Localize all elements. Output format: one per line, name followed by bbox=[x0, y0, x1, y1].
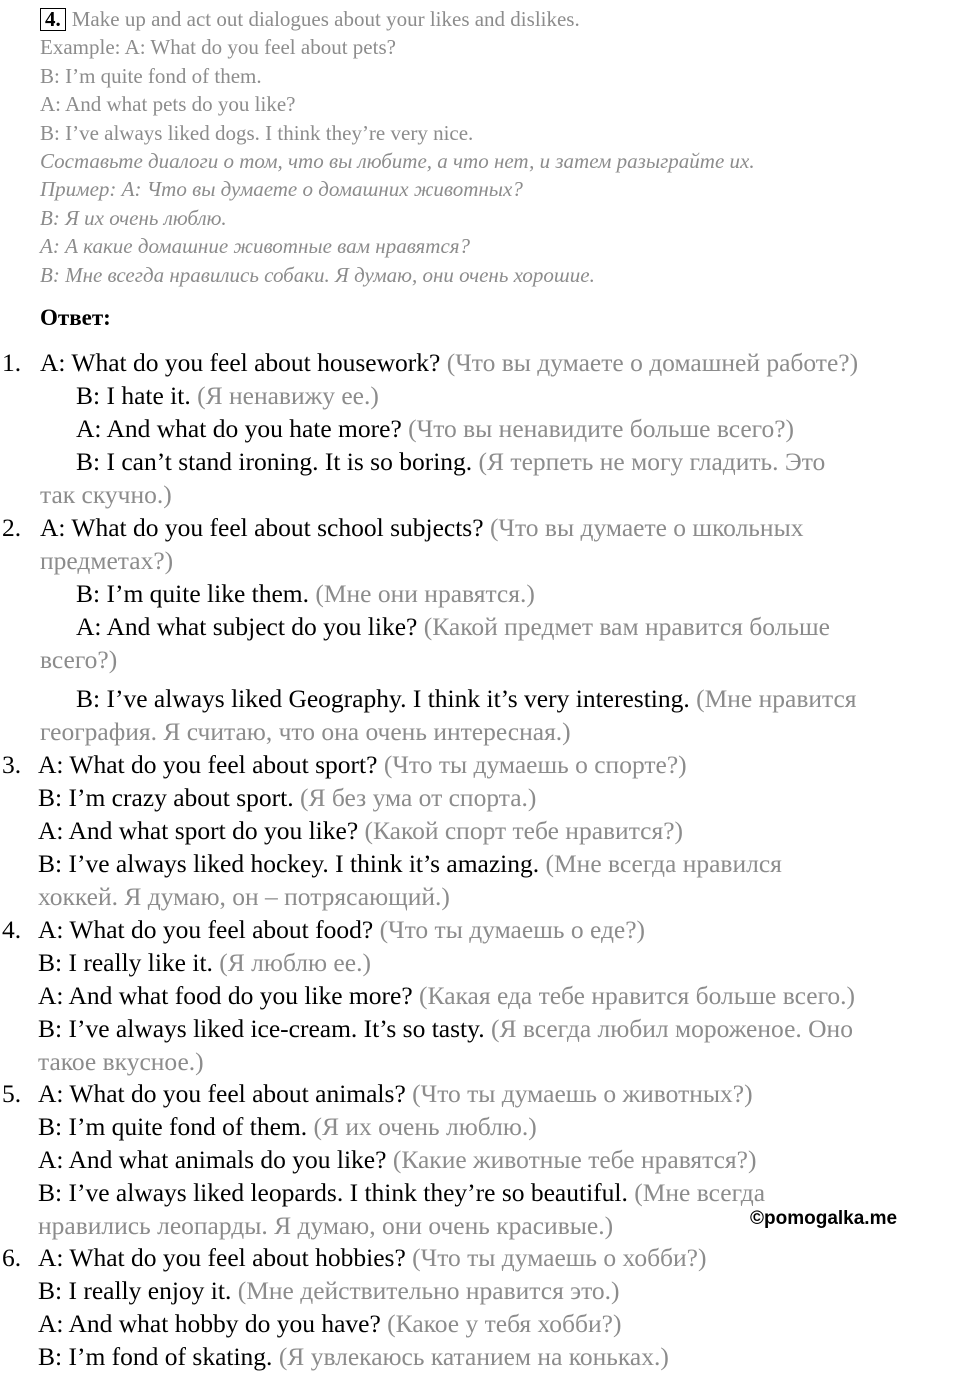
dialogue-line bbox=[0, 511, 960, 544]
dialogue-line bbox=[0, 748, 960, 781]
dialogue-line bbox=[0, 1241, 960, 1274]
dialogue-translation-text: (Какой спорт тебе нравится?) bbox=[364, 816, 684, 845]
dialogue-line bbox=[0, 1110, 960, 1143]
dialogue-translation-text: (Какие животные тебе нравятся?) bbox=[392, 1145, 757, 1174]
dialogue-translation-text: (Какой предмет вам нравится больше bbox=[423, 612, 830, 641]
example-en-line: Example: A: What do you feel about pets? bbox=[40, 35, 396, 60]
dialogue-line bbox=[0, 346, 960, 379]
dialogue-translation-continuation: география. Я считаю, что она очень интересная.) bbox=[40, 717, 571, 746]
dialogue-number: 1. bbox=[2, 348, 22, 377]
dialogue-english-text: A: What do you feel about hobbies? bbox=[38, 1243, 406, 1272]
dialogue-english-text: A: And what hobby do you have? bbox=[38, 1309, 381, 1338]
dialogue-translation-text: (Мне действительно нравится это.) bbox=[237, 1276, 620, 1305]
dialogue-translation-text: (Мне нравится bbox=[696, 684, 857, 713]
dialogue-line bbox=[0, 682, 960, 715]
dialogue-english-text: B: I’m fond of skating. bbox=[38, 1342, 273, 1371]
dialogue-number: 2. bbox=[2, 513, 22, 542]
dialogue-english-text: A: And what subject do you like? bbox=[76, 612, 418, 641]
dialogue-line bbox=[0, 913, 960, 946]
dialogue-line bbox=[0, 1307, 960, 1340]
dialogue-english-text: A: What do you feel about sport? bbox=[38, 750, 378, 779]
dialogue-line bbox=[0, 781, 960, 814]
dialogue-line bbox=[0, 1340, 960, 1373]
dialogue-line bbox=[0, 1176, 960, 1209]
dialogue-line bbox=[0, 946, 960, 979]
dialogue-translation-continuation: нравились леопарды. Я думаю, они очень красивые.) bbox=[38, 1211, 614, 1240]
dialogue-english-text: B: I’ve always liked Geography. I think it’s very interesting. bbox=[76, 684, 690, 713]
dialogue-number: 3. bbox=[2, 750, 22, 779]
dialogue-line bbox=[0, 412, 960, 445]
dialogue-item bbox=[0, 346, 960, 511]
dialogue-translation-text: (Что ты думаешь о хобби?) bbox=[412, 1243, 707, 1272]
dialogue-translation-text: (Мне всегда нравился bbox=[545, 849, 782, 878]
dialogue-translation-text: (Я без ума от спорта.) bbox=[300, 783, 537, 812]
dialogue-english-text: A: And what animals do you like? bbox=[38, 1145, 387, 1174]
dialogue-translation-text: (Какая еда тебе нравится больше всего.) bbox=[419, 981, 856, 1010]
dialogue-translation-continuation: предметах?) bbox=[40, 546, 174, 575]
task-instruction-en: Make up and act out dialogues about your likes and dislikes. bbox=[71, 7, 580, 31]
example-ru-line: А: А какие домашние животные вам нравятся? bbox=[40, 234, 471, 259]
dialogue-translation-text: (Я люблю ее.) bbox=[219, 948, 371, 977]
dialogue-english-text: A: And what do you hate more? bbox=[76, 414, 402, 443]
dialogue-translation-text: (Что ты думаешь о еде?) bbox=[379, 915, 646, 944]
dialogue-english-text: B: I hate it. bbox=[76, 381, 191, 410]
dialogue-english-text: B: I’ve always liked leopards. I think they’re so beautiful. bbox=[38, 1178, 628, 1207]
dialogue-translation-text: (Я терпеть не могу гладить. Это bbox=[478, 447, 826, 476]
dialogue-line bbox=[0, 1012, 960, 1045]
dialogue-line bbox=[0, 445, 960, 478]
example-en-line: B: I’m quite fond of them. bbox=[40, 63, 262, 88]
example-ru-line: В: Я их очень люблю. bbox=[40, 205, 227, 230]
dialogue-english-text: B: I really like it. bbox=[38, 948, 213, 977]
dialogue-translation-text: (Я ненавижу ее.) bbox=[197, 381, 379, 410]
watermark: ©pomogalka.me bbox=[750, 1208, 898, 1229]
dialogue-english-text: B: I’m quite fond of them. bbox=[38, 1112, 308, 1141]
dialogue-number: 6. bbox=[2, 1243, 22, 1272]
task-instruction-en-line bbox=[40, 5, 940, 33]
dialogue-translation-text: (Мне они нравятся.) bbox=[315, 579, 535, 608]
dialogue-english-text: A: What do you feel about food? bbox=[38, 915, 374, 944]
dialogue-english-text: B: I really enjoy it. bbox=[38, 1276, 232, 1305]
answer-label: Ответ: bbox=[40, 305, 111, 330]
dialogue-english-text: B: I’ve always liked hockey. I think it’s amazing. bbox=[38, 849, 540, 878]
dialogue-item bbox=[0, 1241, 960, 1373]
dialogue-english-text: B: I can’t stand ironing. It is so boring. bbox=[76, 447, 473, 476]
dialogue-line bbox=[0, 1143, 960, 1176]
dialogue-item bbox=[0, 511, 960, 748]
dialogue-english-text: A: What do you feel about animals? bbox=[38, 1079, 406, 1108]
example-en-line: B: I’ve always liked dogs. I think they’re very nice. bbox=[40, 120, 474, 145]
dialogue-translation-text: (Я всегда любил мороженое. Оно bbox=[490, 1014, 853, 1043]
dialogue-translation-continuation: так скучно.) bbox=[40, 480, 172, 509]
dialogue-translation-text: (Я увлекаюсь катанием на коньках.) bbox=[278, 1342, 669, 1371]
dialogue-translation-continuation: такое вкусное.) bbox=[38, 1047, 204, 1076]
dialogue-translation-text: (Что вы думаете о школьных bbox=[489, 513, 804, 542]
dialogue-line bbox=[0, 814, 960, 847]
task-number: 4. bbox=[40, 8, 66, 31]
dialogue-translation-text: (Что вы ненавидите больше всего?) bbox=[408, 414, 795, 443]
dialogue-translation-text: (Что ты думаешь о животных?) bbox=[412, 1079, 753, 1108]
dialogue-line bbox=[0, 610, 960, 643]
example-en-line: A: And what pets do you like? bbox=[40, 92, 296, 117]
dialogue-line bbox=[0, 577, 960, 610]
example-ru-line: Пример: А: Что вы думаете о домашних животных? bbox=[40, 177, 523, 202]
dialogue-line bbox=[0, 979, 960, 1012]
dialogue-translation-text: (Я их очень люблю.) bbox=[313, 1112, 537, 1141]
dialogue-english-text: A: What do you feel about housework? bbox=[40, 348, 441, 377]
dialogue-number: 4. bbox=[2, 915, 22, 944]
dialogue-english-text: A: And what food do you like more? bbox=[38, 981, 413, 1010]
dialogue-item bbox=[0, 913, 960, 1078]
example-ru-line: В: Мне всегда нравились собаки. Я думаю, они очень хорошие. bbox=[40, 262, 595, 287]
dialogue-english-text: B: I’m crazy about sport. bbox=[38, 783, 294, 812]
dialogue-translation-text: (Мне всегда bbox=[634, 1178, 766, 1207]
task-instruction-ru: Составьте диалоги о том, что вы любите, а что нет, и затем разыграйте их. bbox=[40, 149, 755, 174]
dialogue-line bbox=[0, 379, 960, 412]
dialogue-translation-continuation: хоккей. Я думаю, он – потрясающий.) bbox=[38, 882, 450, 911]
dialogue-english-text: B: I’m quite like them. bbox=[76, 579, 309, 608]
dialogue-english-text: B: I’ve always liked ice-cream. It’s so tasty. bbox=[38, 1014, 485, 1043]
dialogue-translation-continuation: всего?) bbox=[40, 645, 118, 674]
dialogue-item bbox=[0, 748, 960, 913]
dialogue-line bbox=[0, 1077, 960, 1110]
dialogue-line bbox=[0, 1274, 960, 1307]
task-block bbox=[40, 5, 940, 289]
dialogue-english-text: A: And what sport do you like? bbox=[38, 816, 359, 845]
dialogue-translation-text: (Что вы думаете о домашней работе?) bbox=[446, 348, 859, 377]
dialogue-translation-text: (Какое у тебя хобби?) bbox=[387, 1309, 622, 1338]
dialogue-english-text: A: What do you feel about school subjects? bbox=[40, 513, 484, 542]
dialogue-line bbox=[0, 847, 960, 880]
dialogue-translation-text: (Что ты думаешь о спорте?) bbox=[383, 750, 687, 779]
dialogue-number: 5. bbox=[2, 1079, 22, 1108]
